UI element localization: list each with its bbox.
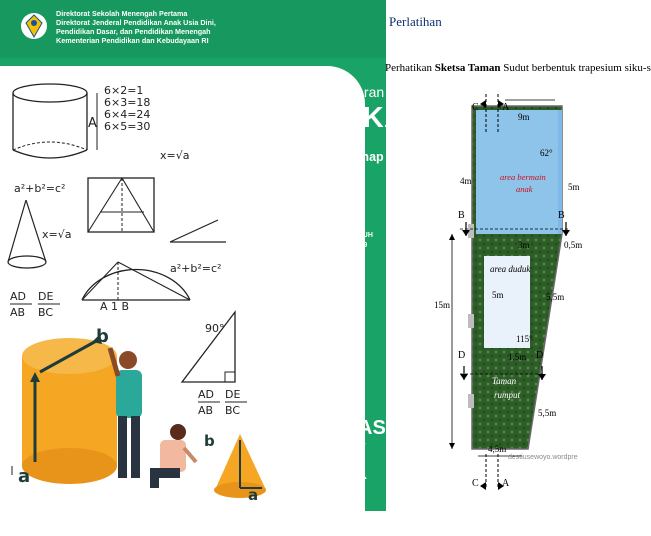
label-mid-0-5m: 0,5m (564, 240, 583, 250)
header-line-2: Direktorat Jenderal Pendidikan Anak Usia Dini, (56, 18, 216, 27)
sketch-fraction-bottom-2: BC (38, 306, 54, 319)
sketch-sqrt-2: x=√a (42, 228, 72, 241)
label-mid-3m: 3m (518, 240, 530, 250)
label-right-5-5m-1: 5,5m (546, 292, 565, 302)
point-D-left: D (458, 350, 466, 361)
watermark: destiusewoyo.wordpre (508, 454, 578, 461)
cover-mata-pelajaran: Mata Pelajaran (290, 84, 385, 100)
point-A-top: A (502, 102, 510, 113)
label-bottom-4-5m: 4,5m (488, 444, 507, 454)
label-side-5m: 5m (568, 182, 580, 192)
cover-subject-title: MATEMATIKA (210, 102, 406, 134)
sketch-label-A: A (88, 116, 97, 131)
cover-semester: Semester Genap (285, 150, 384, 164)
cover-kelas-label: KELAS (318, 417, 386, 439)
cover-module-line-1: MODUL PEMBELAJARAN JARAK JAUH (240, 232, 373, 239)
cover-module-line-2: PADA MASA PANDEMI COVID-19 (258, 242, 368, 249)
sketch-fraction-2-bottom-1: AB (198, 404, 214, 417)
label-angle-62: 62° (540, 148, 553, 158)
exercise-title: Perlatihan (389, 14, 442, 29)
cone-label-a: a (248, 486, 259, 504)
sketch-fraction-top-2: DE (38, 290, 54, 303)
instruction-text-1: Perhatikan (385, 62, 435, 74)
sketch-calc-3: 6×4=24 (104, 108, 151, 121)
label-lawn-1: Taman (492, 376, 517, 386)
label-play-area-2: anak (516, 184, 533, 194)
sketch-fraction-2-top-1: AD (198, 388, 214, 401)
sketch-semicircle-labels: A 1 B (100, 300, 130, 313)
sketch-pythagoras-1: a²+b²=c² (14, 182, 66, 195)
label-height-4m: 4m (460, 176, 472, 186)
header-line-3: Pendidikan Dasar, dan Pendidikan Menengah (56, 27, 211, 36)
sketch-calc-4: 6×5=30 (104, 120, 151, 133)
sketch-fraction-top-1: AD (10, 290, 26, 303)
cover-module-line-3: UNTUK JENJANG SMP (288, 252, 365, 259)
point-B-left: B (458, 210, 465, 221)
point-D-right: D (536, 350, 544, 361)
point-B-right: B (558, 210, 565, 221)
label-left-5m: 5m (492, 290, 504, 300)
instruction-text-2: Sudut berbentuk trapesium siku-s (500, 62, 651, 74)
label-play-area-1: area bermain (500, 172, 546, 182)
sketch-fraction-2-bottom-2: BC (225, 404, 241, 417)
label-top-9m: 9m (518, 112, 530, 122)
label-right-5-5m-2: 5,5m (538, 408, 557, 418)
header-line-1: Direktorat Sekolah Menengah Pertama (56, 9, 188, 18)
label-lawn-2: rumput (494, 390, 521, 400)
point-C-top: C (472, 102, 479, 113)
cylinder-label-a: a (18, 466, 31, 487)
cover-kelas-value: IX (318, 433, 368, 491)
point-A-bottom: A (502, 478, 510, 489)
sketch-sqrt-1: x=√a (160, 149, 190, 162)
instruction-text-bold: Sketsa Taman (434, 62, 501, 74)
sketch-calc-1: 6×2=1 (104, 84, 144, 97)
cylinder-label-b: b (96, 326, 109, 347)
sketch-calc-2: 6×3=18 (104, 96, 151, 109)
point-C-bottom: C (472, 478, 479, 489)
cone-label-b: b (204, 432, 215, 450)
garden-sketch-drawing (430, 94, 588, 504)
header-line-4: Kementerian Pendidikan dan Kebudayaan RI (56, 36, 209, 45)
garden-sketch-figure (430, 94, 588, 504)
label-sitting-area: area duduk (490, 264, 531, 274)
exercise-instruction (385, 62, 651, 74)
label-angle-115: 115° (516, 334, 533, 344)
sketch-angle-90: 90° (205, 322, 225, 335)
label-total-15m: 15m (434, 300, 451, 310)
sketch-pythagoras-2: a²+b²=c² (170, 262, 222, 275)
sketch-fraction-bottom-1: AB (10, 306, 26, 319)
sketch-fraction-2-top-2: DE (225, 388, 241, 401)
label-mid-1-5m: 1,5m (508, 352, 527, 362)
